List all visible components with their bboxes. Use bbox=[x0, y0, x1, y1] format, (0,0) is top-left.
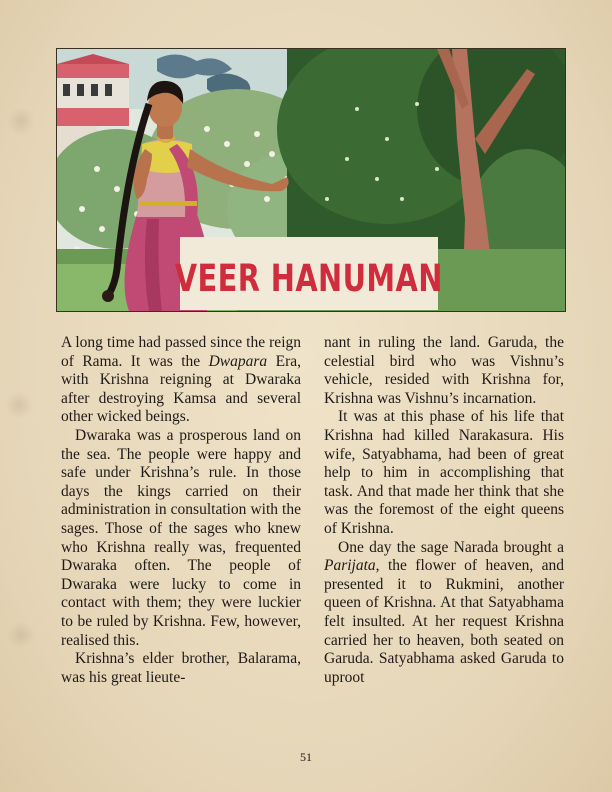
paragraph-text: A long time had passed since the reign of Rama. It was the bbox=[61, 334, 301, 370]
text-column-left bbox=[61, 334, 301, 687]
paragraph bbox=[61, 427, 301, 650]
italic-term: Parijata bbox=[324, 557, 376, 575]
paragraph bbox=[324, 334, 564, 408]
paper-stain bbox=[6, 108, 36, 134]
paper-stain bbox=[4, 392, 34, 418]
story-title: VEER HANUMAN bbox=[174, 257, 444, 300]
paper-stain bbox=[6, 622, 36, 648]
text-column-right bbox=[324, 334, 564, 687]
page-number: 51 bbox=[300, 750, 312, 764]
paragraph bbox=[61, 650, 301, 687]
paragraph-text: nant in ruling the land. Garuda, the celestial bird who was Vishnu’s vehicle, resided with Krishna for, Krishna was Vishnu’s incarnation. bbox=[324, 334, 564, 407]
paragraph bbox=[324, 539, 564, 688]
paragraph-text: Dwaraka was a prosperous land on the sea. The people were happy and safe under Krishna’s rule. In those days the kings carried on their administration in consultation with the sages. Those of the sages who knew who Krishna really was, frequented Dwaraka often. The people of Dwaraka were lucky to come in contact with them; they were luckier to be ruled by Krishna. Few, however, realised this. bbox=[61, 426, 301, 649]
italic-term: Dwapara bbox=[208, 352, 268, 370]
paragraph-text: One day the sage Narada brought a bbox=[338, 538, 564, 556]
paragraph bbox=[61, 334, 301, 427]
paragraph-text: , the flower of heaven, and presented it to Rukmini, another queen of Krishna. At that Satyabhama felt insulted. At her request Krishna carried her to heaven, both seated on Garuda. Satyabhama asked Garuda to uproot bbox=[324, 557, 564, 686]
paragraph-text: Era, with Krishna reigning at Dwaraka after destroying Kamsa and several other wicked beings. bbox=[61, 352, 302, 426]
paragraph bbox=[324, 408, 564, 538]
title-box bbox=[174, 237, 444, 310]
paragraph-text: It was at this phase of his life that Krishna had killed Narakasura. His wife, Satyabhama, had been of great help to him in accomplishing that task. And that made her think that she was the foremost of the eight queens of Krishna. bbox=[324, 408, 564, 537]
paragraph-text: Krishna’s elder brother, Balarama, was his great lieute- bbox=[61, 650, 301, 686]
